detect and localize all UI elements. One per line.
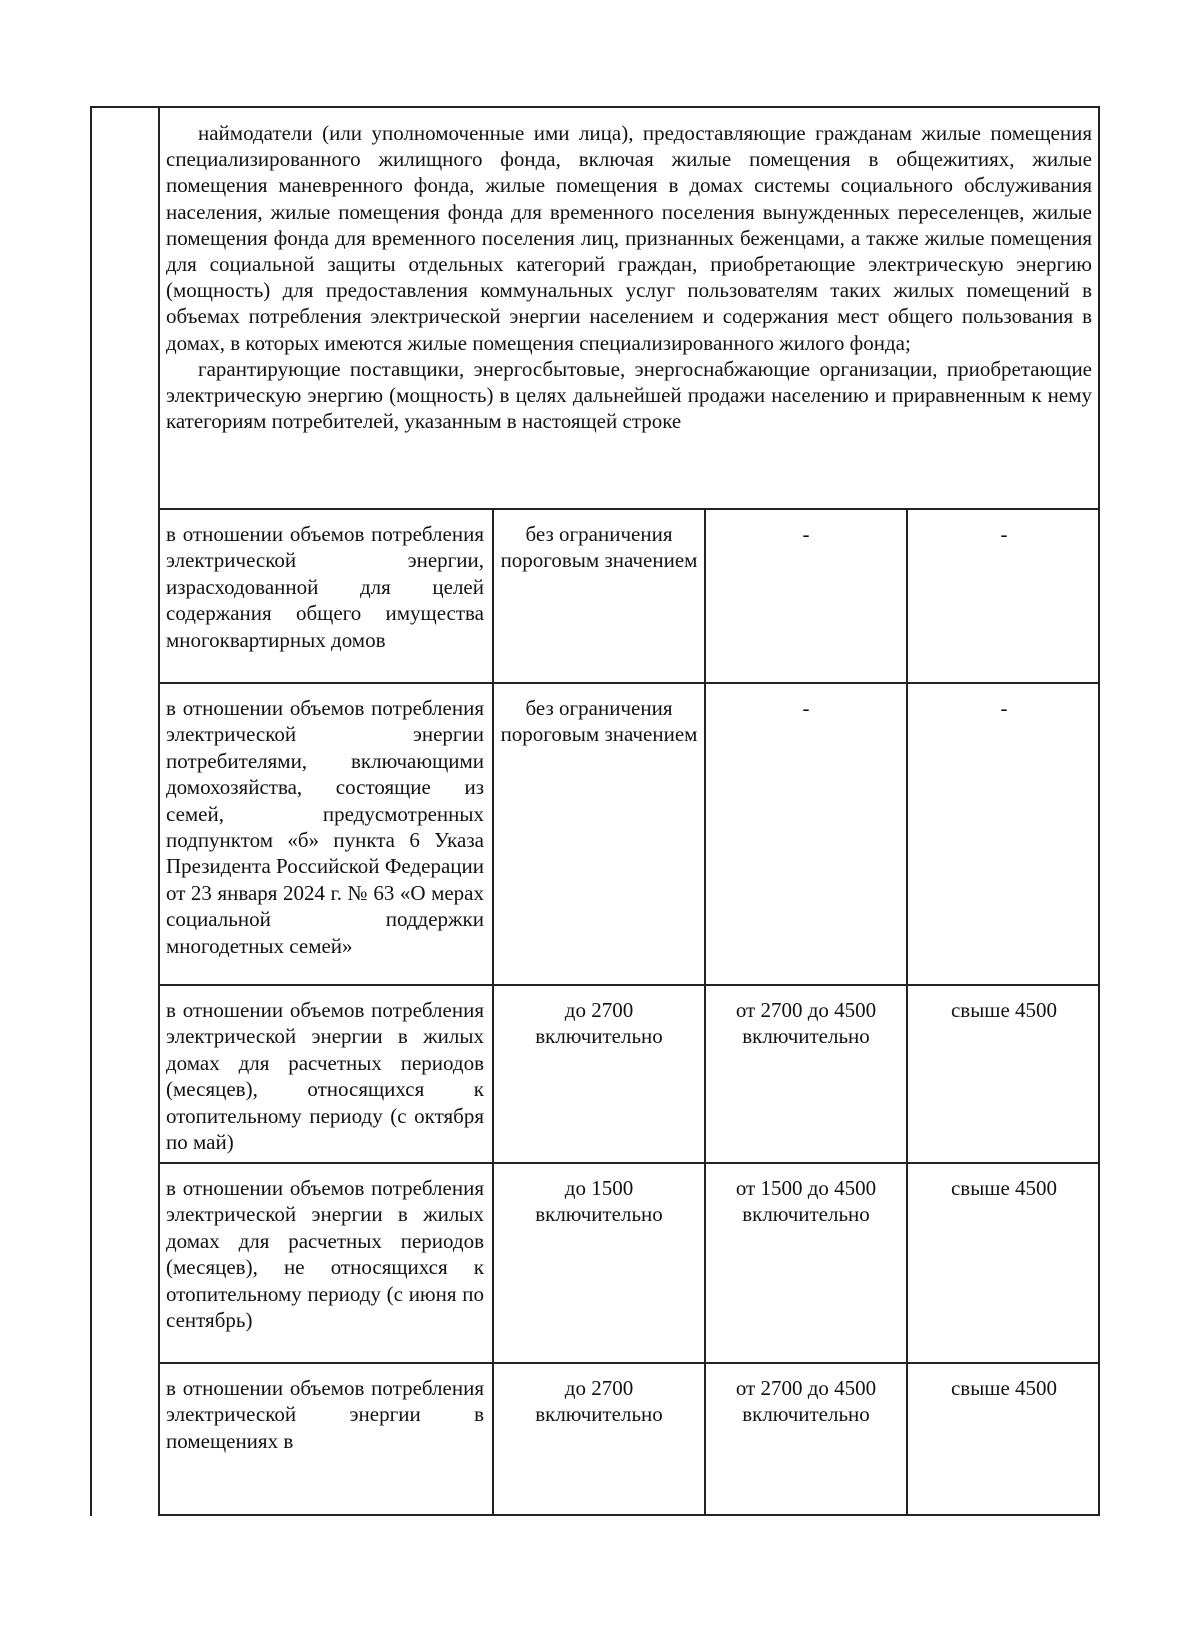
row-description: в отношении объемов потребления электрической энергии в жилых домах для расчетных периодов (месяцев), относящихся к отопительному периоду (с октября по май) — [166, 998, 484, 1155]
threshold-value-3: свыше 4500 — [950, 1376, 1058, 1400]
table-row — [158, 1162, 1100, 1364]
row-description-cell — [158, 986, 494, 1164]
row-description-cell — [158, 510, 494, 684]
threshold-value-3: свыше 4500 — [950, 1176, 1058, 1200]
threshold-cell-1 — [494, 684, 706, 986]
threshold-cell-3 — [908, 986, 1100, 1164]
threshold-value-1: до 2700 включительно — [535, 998, 663, 1049]
threshold-cell-2 — [706, 986, 908, 1164]
row-description-cell — [158, 1364, 494, 1516]
intro-paragraph-landlords: наймодатели (или уполномоченные ими лица), предоставляющие гражданам жилые помещения специализированного жилищного фонда, включая жилые помещения в общежитиях, жилые помещения маневренного фонда, жилые помещения в домах системы социального обслуживания населения, жилые помещения фонда для временного поселения вынужденных переселенцев, жилые помещения фонда для временного поселения лиц, признанных беженцами, а также жилые помещения для социальной защиты отдельных категорий граждан, приобретающие электрическую энергию (мощность) для предоставления коммунальных услуг пользователям таких жилых помещений в объемах потребления электрической энергии населением и содержания мест общего пользования в домах, в которых имеются жилые помещения специализированного жилого фонда; — [166, 121, 1092, 355]
threshold-cell-2 — [706, 684, 908, 986]
table-left-border — [90, 106, 92, 1516]
intro-paragraph-suppliers: гарантирующие поставщики, энергосбытовые, энергоснабжающие организации, приобретающие электрическую энергию (мощность) в целях дальнейшей продажи населению и приравненным к нему категориям потребителей, указанным в настоящей строке — [166, 356, 1092, 434]
threshold-cell-1 — [494, 1164, 706, 1364]
threshold-value-3: - — [1000, 696, 1008, 720]
table-row — [158, 682, 1100, 986]
table-row — [158, 1362, 1100, 1516]
threshold-value-1: до 1500 включительно — [535, 1176, 663, 1227]
threshold-cell-1 — [494, 510, 706, 684]
threshold-cell-1 — [494, 1364, 706, 1516]
threshold-value-1: без ограничения пороговым значением — [500, 696, 698, 747]
row-description-cell — [158, 684, 494, 986]
threshold-cell-3 — [908, 510, 1100, 684]
threshold-cell-3 — [908, 1164, 1100, 1364]
threshold-value-3: свыше 4500 — [950, 998, 1058, 1022]
threshold-value-2: - — [802, 522, 810, 546]
intro-cell — [166, 120, 1092, 434]
table-bottom-border — [158, 1514, 1100, 1516]
threshold-cell-1 — [494, 986, 706, 1164]
threshold-cell-3 — [908, 684, 1100, 986]
table-top-border — [90, 106, 1100, 108]
table-row — [158, 984, 1100, 1164]
threshold-value-2: от 2700 до 4500 включительно — [735, 1376, 877, 1427]
threshold-value-2: от 2700 до 4500 включительно — [735, 998, 877, 1049]
row-description: в отношении объемов потребления электрической энергии в жилых домах для расчетных периодов (месяцев), не относящихся к отопительному периоду (с июня по сентябрь) — [166, 1176, 484, 1333]
threshold-cell-2 — [706, 1164, 908, 1364]
row-description: в отношении объемов потребления электрической энергии в помещениях в — [166, 1376, 484, 1453]
threshold-cell-2 — [706, 1364, 908, 1516]
threshold-value-3: - — [1000, 522, 1008, 546]
row-description-cell — [158, 1164, 494, 1364]
threshold-value-2: - — [802, 696, 810, 720]
threshold-value-1: без ограничения пороговым значением — [500, 522, 698, 573]
row-description: в отношении объемов потребления электрической энергии, израсходованной для целей содержания общего имущества многоквартирных домов — [166, 522, 484, 652]
table-row — [158, 508, 1100, 684]
threshold-cell-2 — [706, 510, 908, 684]
threshold-value-1: до 2700 включительно — [535, 1376, 663, 1427]
threshold-cell-3 — [908, 1364, 1100, 1516]
threshold-value-2: от 1500 до 4500 включительно — [735, 1176, 877, 1227]
row-description: в отношении объемов потребления электрической энергии потребителями, включающими домохозяйства, состоящие из семей, предусмотренных подпунктом «б» пункта 6 Указа Президента Российской Федерации от 23 января 2024 г. № 63 «О мерах социальной поддержки многодетных семей» — [166, 696, 484, 958]
